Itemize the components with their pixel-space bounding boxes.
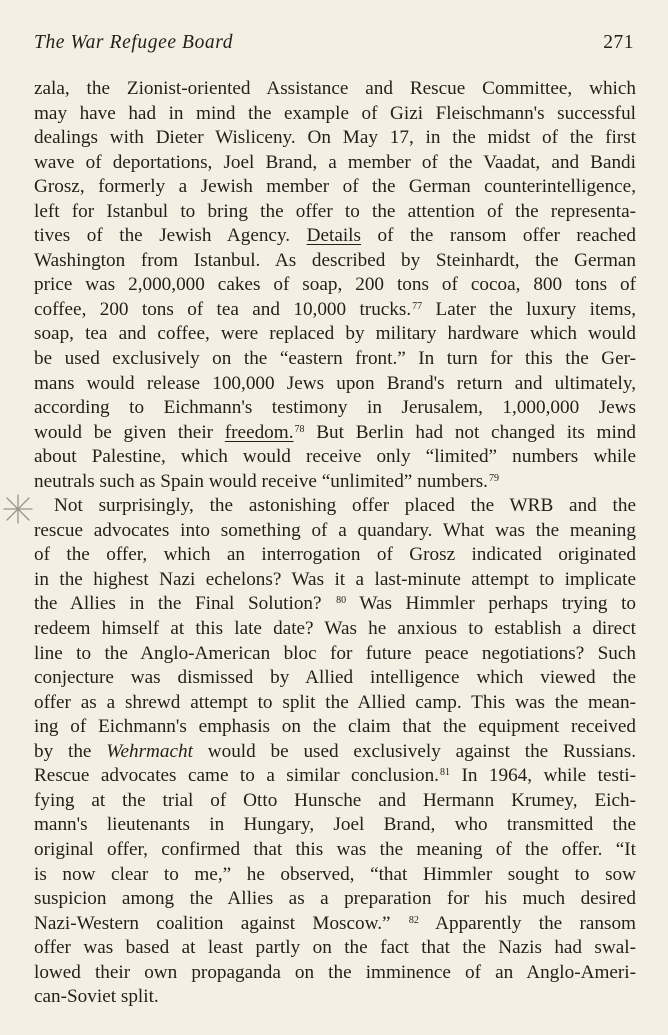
footnote-ref: 78 — [294, 423, 305, 435]
text-line — [34, 421, 636, 446]
text-line: may have had in mind the example of Gizi Fleischmann's successful — [34, 102, 636, 124]
underlined-word: freedom. — [224, 421, 294, 443]
text-line: dealings with Dieter Wisliceny. On May 17, in the midst of the first — [34, 127, 636, 149]
text-line: rescue advocates into something of a quandary. What was the meaning — [34, 519, 636, 541]
footnote-ref: 80 — [336, 595, 347, 607]
text-line — [34, 740, 636, 765]
text-line: zala, the Zionist-oriented Assistance and Rescue Committee, which — [34, 78, 636, 99]
text-line: lowed their own propaganda on the imminence of an Anglo-Ameri- — [34, 961, 636, 983]
footnote-ref: 77 — [412, 300, 423, 312]
text-line: soap, tea and coffee, were replaced by military hardware which would — [34, 323, 636, 345]
text-run: neutrals such as Spain would receive “unlimited” numbers. — [34, 470, 488, 492]
text-line: mans would release 100,000 Jews upon Brand's return and ultimately, — [34, 372, 636, 394]
text-line: can-Soviet split. — [34, 986, 159, 1008]
text-line: fying at the trial of Otto Hunsche and Hermann Krumey, Eich- — [34, 789, 636, 811]
text-line: be used exclusively on the “eastern front.” In turn for this the Ger- — [34, 348, 636, 370]
text-run: coffee, 200 tons of tea and 10,000 trucks. — [34, 298, 412, 320]
paragraph-2 — [34, 494, 636, 1009]
text-run: the Allies in the Final Solution? — [34, 593, 322, 615]
text-line — [34, 470, 636, 495]
text-run: would be used exclusively against the Russians. — [207, 740, 637, 762]
text-run: would be given their — [34, 421, 214, 443]
text-line: offer as a shrewd attempt to split the Allied camp. This was the mean- — [34, 691, 636, 713]
footnote-ref: 79 — [488, 472, 499, 484]
page-number: 271 — [603, 32, 634, 53]
text-run: tives of the Jewish Agency. — [34, 225, 291, 247]
text-line: price was 2,000,000 cakes of soap, 200 tons of cocoa, 800 tons of — [34, 274, 636, 296]
text-run: by the — [34, 740, 92, 762]
footnote-ref: 82 — [408, 914, 419, 926]
text-line — [34, 224, 636, 249]
text-line: is now clear to me,” he observed, “that Himmler sought to sow — [34, 863, 636, 885]
running-head: The War Refugee Board — [34, 32, 234, 53]
text-line: left for Istanbul to bring the offer to the attention of the representa- — [34, 200, 636, 222]
footnote-ref: 81 — [439, 767, 450, 779]
text-run: Later the luxury items, — [435, 298, 636, 320]
text-line: Grosz, formerly a Jewish member of the German counterintelligence, — [34, 176, 636, 198]
text-line: about Palestine, which would receive only “limited” numbers while — [34, 446, 636, 468]
text-run: Rescue advocates came to a similar conclusion. — [34, 765, 439, 787]
body-text — [34, 77, 636, 1010]
text-line: ing of Eichmann's emphasis on the claim that the equipment received — [34, 716, 636, 738]
text-run: Was Himmler perhaps trying to — [359, 593, 636, 615]
text-run: But Berlin had not changed its mind — [316, 421, 637, 443]
text-run: In 1964, while testi- — [461, 765, 636, 787]
page-header — [34, 32, 634, 60]
text-line: original offer, confirmed that this was the meaning of the offer. “It — [34, 838, 636, 860]
paragraph-1 — [34, 77, 636, 494]
italic-term: Wehrmacht — [106, 740, 193, 762]
text-line: conjecture was dismissed by Allied intelligence which viewed the — [34, 667, 636, 689]
text-line: mann's lieutenants in Hungary, Joel Brand, who transmitted the — [34, 814, 636, 836]
text-run: Apparently the ransom — [435, 912, 636, 934]
handwritten-asterisk-icon — [1, 492, 35, 526]
text-line: wave of deportations, Joel Brand, a member of the Vaadat, and Bandi — [34, 151, 636, 173]
text-line: offer was based at least partly on the fact that the Nazis had swal- — [34, 937, 636, 959]
text-line: redeem himself at this late date? Was he anxious to establish a direct — [34, 618, 636, 640]
text-line — [34, 298, 636, 323]
text-line: Washington from Istanbul. As described by Steinhardt, the German — [34, 249, 636, 271]
text-line: in the highest Nazi echelons? Was it a last-minute attempt to implicate — [34, 568, 636, 590]
text-line: according to Eichmann's testimony in Jerusalem, 1,000,000 Jews — [34, 397, 636, 419]
text-line — [34, 764, 636, 789]
text-line — [34, 592, 636, 617]
text-line: of the offer, which an interrogation of Grosz indicated originated — [34, 544, 636, 566]
text-run: Nazi-Western coalition against Moscow.” — [34, 912, 391, 934]
text-line: Not surprisingly, the astonishing offer placed the WRB and the — [54, 495, 636, 517]
text-line — [34, 912, 636, 937]
text-run: of the ransom offer reached — [377, 225, 637, 247]
underlined-word: Details — [306, 225, 361, 247]
text-line: suspicion among the Allies as a preparation for his much desired — [34, 888, 636, 910]
text-line: line to the Anglo-American bloc for future peace negotiations? Such — [34, 642, 636, 664]
